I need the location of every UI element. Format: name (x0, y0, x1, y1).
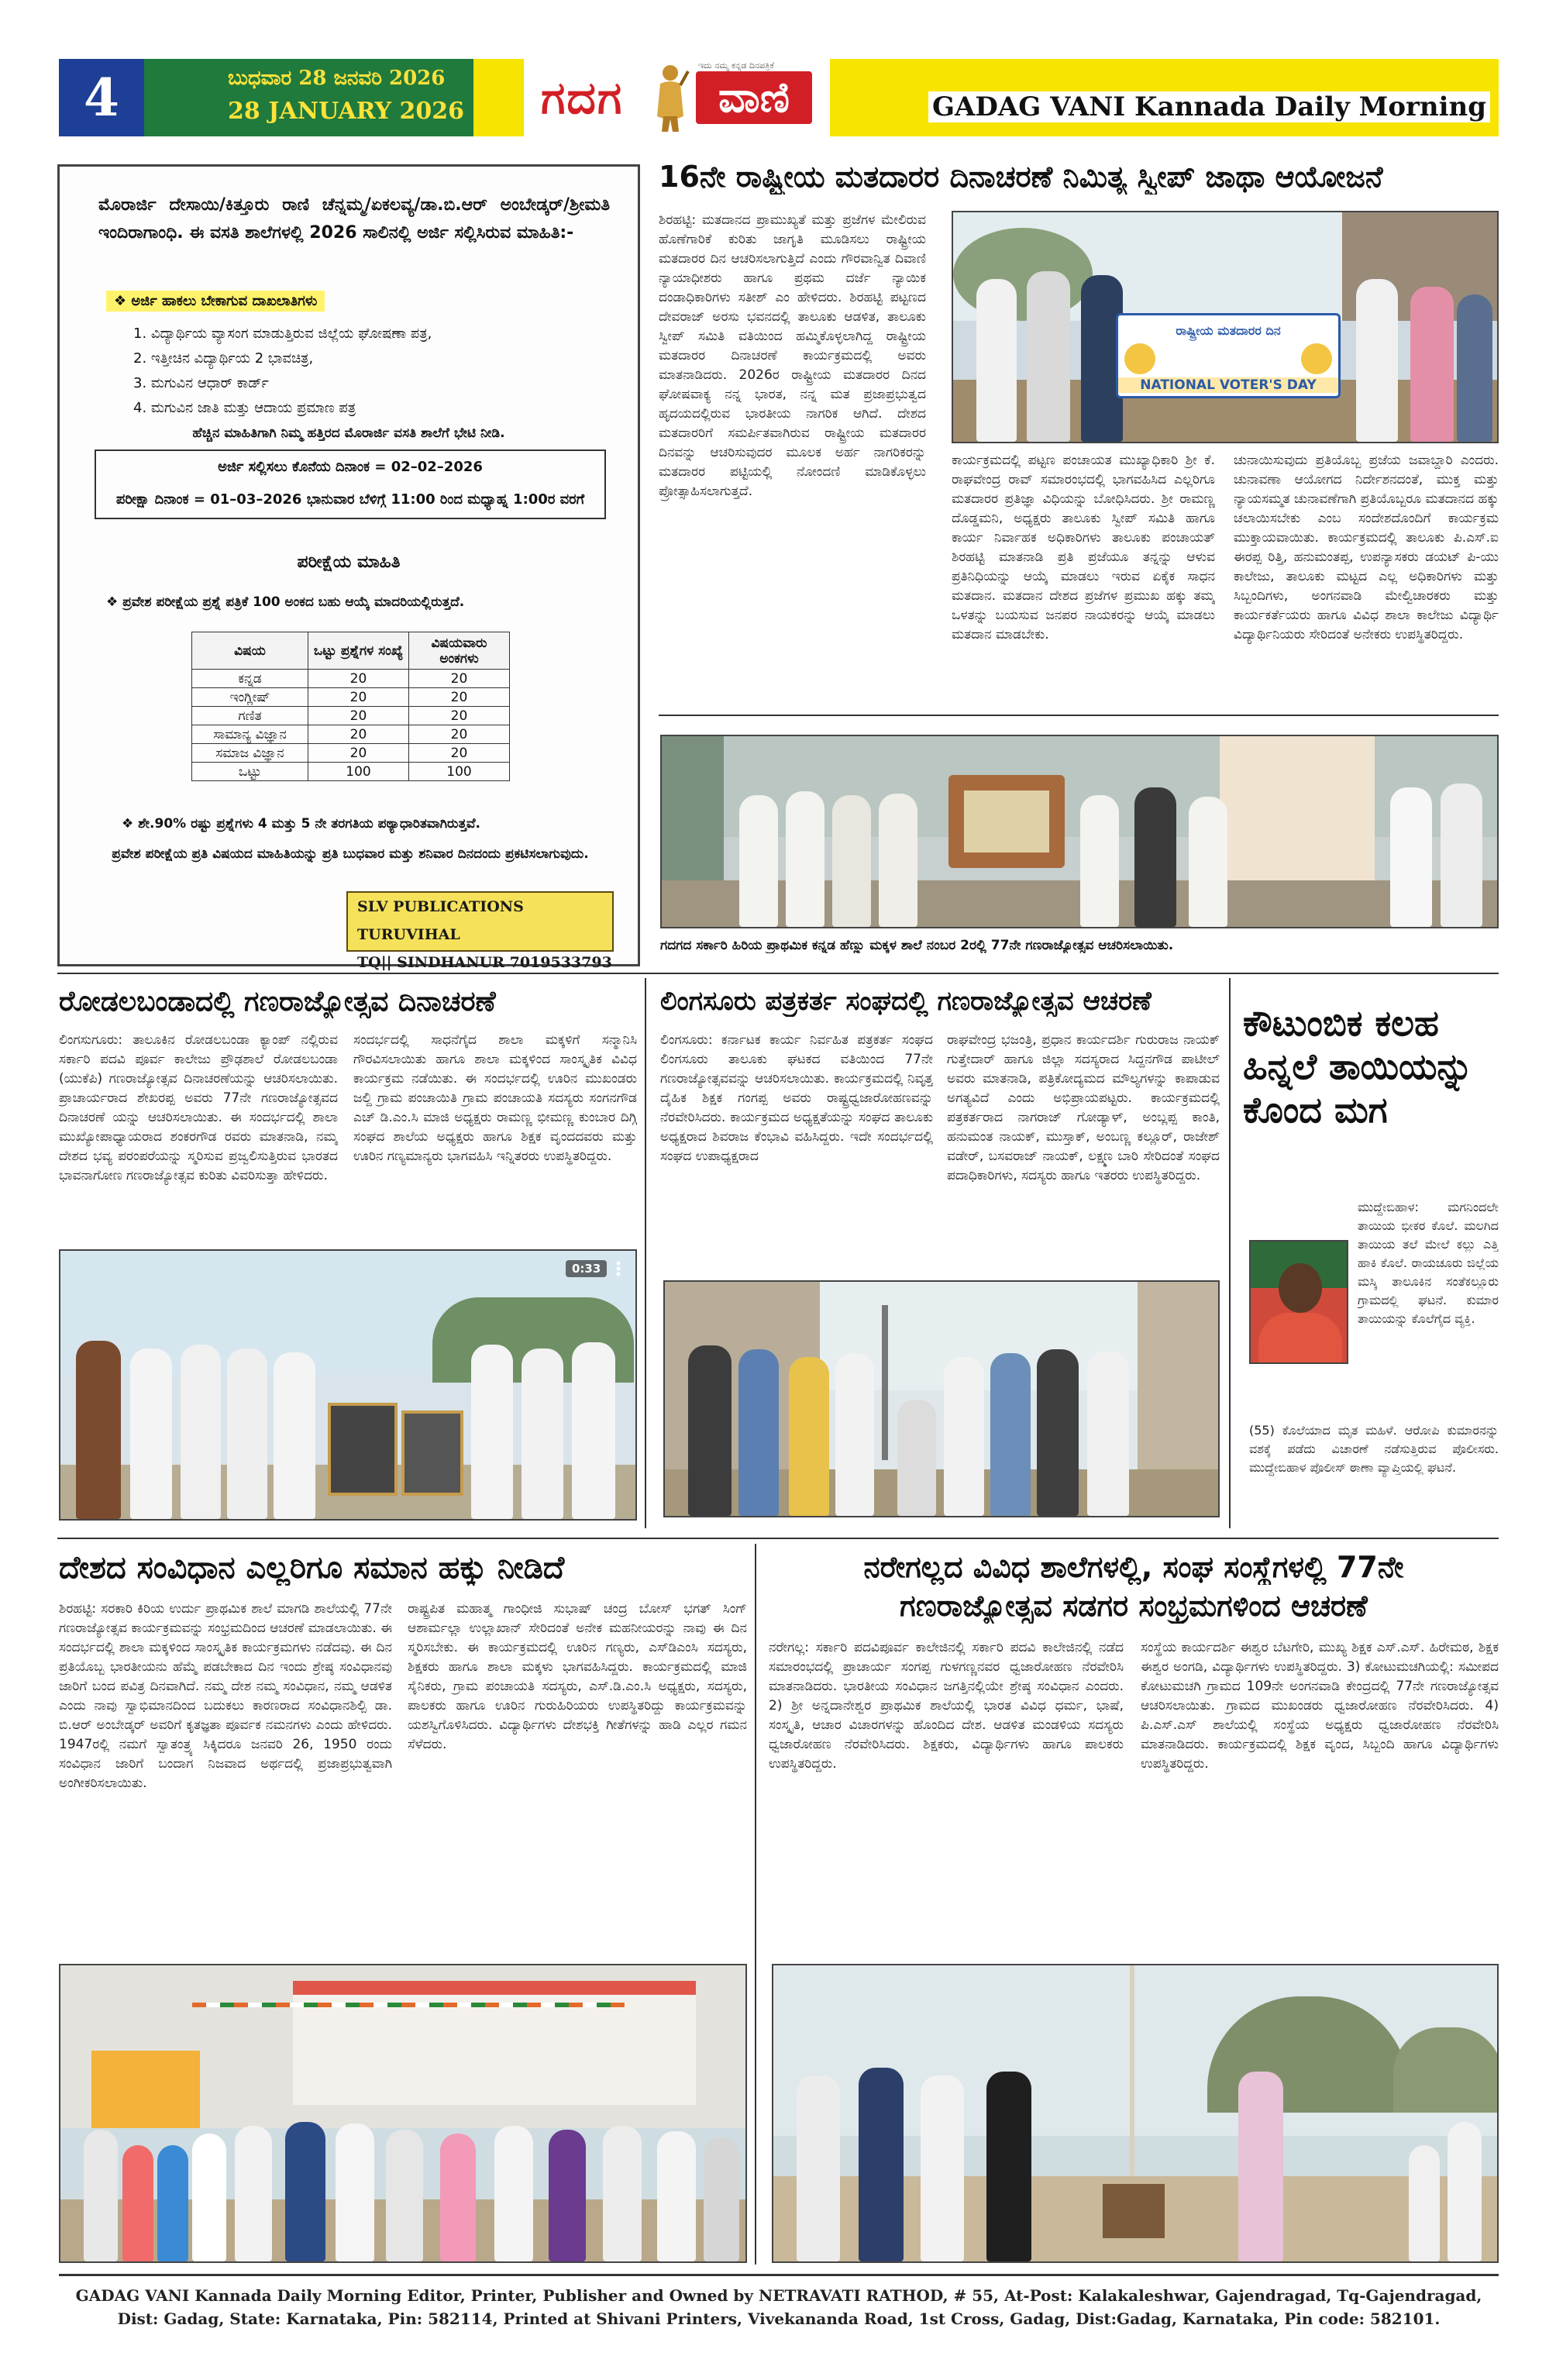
important-dates-frame (95, 449, 606, 519)
lingasugur-col2: ರಾಘವೇಂದ್ರ ಭಜಂತ್ರಿ, ಪ್ರಧಾನ ಕಾರ್ಯದರ್ಶಿ ಗುರುರಾಜ ನಾಯಕ್ ಗುತ್ತೇದಾರ್ ಹಾಗೂ ಜಿಲ್ಲಾ ಸದಸ್ಯರಾದ ಸಿದ್ದನಗೌಡ ಪಾಟೀಲ್ ಅವರು ಮಾತನಾಡಿ, ಪತ್ರಿಕೋದ್ಯಮದ ಮೌಲ್ಯಗಳನ್ನು ಕಾಪಾಡುವ ಅಗತ್ಯವಿದೆ ಎಂದು ಅಭಿಪ್ರಾಯಪಟ್ಟರು. ಕಾರ್ಯಕ್ರಮದಲ್ಲಿ ಪತ್ರಕರ್ತರಾದ ನಾಗರಾಜ್ ಗೋಡ್ಯಾಳ್, ಅಂಬ್ಲಪ್ಪ ಕಾಂತಿ, ಹನುಮಂತ ನಾಯಕ್, ಮುಸ್ತಾಕ್, ಅಂಬಣ್ಣ ಕಲ್ಲೂರ್, ರಾಜೇಶ್ ವಡೇರ್, ಬಸವರಾಜ್ ನಾಯಕ್, ಲಕ್ಷ್ಮಣ ಬಾರಿ ಸೇರಿದಂತೆ ಸಂಘದ ಪದಾಧಿಕಾರಿಗಳು, ಸದಸ್ಯರು ಹಾಗೂ ಇತರರು ಉಪಸ್ಥಿತರಿದ್ದರು. (947, 1032, 1220, 1183)
divider (755, 1544, 756, 2265)
table-cell: 20 (308, 688, 409, 707)
notice-intro: ಮೊರಾರ್ಜಿ ದೇಸಾಯಿ/ಕಿತ್ತೂರು ರಾಣಿ ಚೆನ್ನಮ್ಮ/ಏಕಲವ್ಯ/ಡಾ.ಬಿ.ಆರ್ ಅಂಬೇಡ್ಕರ್/ಶ್ರೀಮತಿ ಇಂದಿರಾಗಾಂಧಿ. ಈ ವಸತಿ ಶಾಲೆಗಳಲ್ಲಿ 2026 ಸಾಲಿನಲ್ಲಿ ಅರ್ಜಿ ಸಲ್ಲಿಸಿರುವ ಮಾಹಿತಿ:- (98, 195, 610, 243)
date-kannada: ಬುಧವಾರ 28 ಜನವರಿ 2026 (228, 67, 446, 90)
table-header: ವಿಷಯ (192, 632, 308, 670)
logo-figure-icon (649, 62, 691, 133)
table-cell: 20 (308, 744, 409, 763)
constitution-col2: ರಾಷ್ಟ್ರಪಿತ ಮಹಾತ್ಮ ಗಾಂಧೀಜಿ ಸುಭಾಷ್ ಚಂದ್ರ ಬೋಸ್ ಭಗತ್ ಸಿಂಗ್ ಆಶಾರ್ಮಲ್ಲಾ ಉಲ್ಲಾಖಾನ್ ಸೇರಿದಂತೆ ಅನೇಕ ಮಹನೀಯರನ್ನು ನಾವು ಈ ದಿನ ಸ್ಮರಿಸಬೇಕು. ಈ ಕಾರ್ಯಕ್ರಮದಲ್ಲಿ ಊರಿನ ಗಣ್ಯರು, ಎಸ್‌ಡಿಎಂಸಿ ಸದಸ್ಯರು, ಶಿಕ್ಷಕರು ಹಾಗೂ ಶಾಲಾ ಮಕ್ಕಳು ಭಾಗವಹಿಸಿದ್ದರು. ಕಾರ್ಯಕ್ರಮದಲ್ಲಿ ಮಾಜಿ ಸೈನಿಕರು, ಗ್ರಾಮ ಪಂಚಾಯತಿ ಸದಸ್ಯರು, ಎಸ್.ಡಿ.ಎಂ.ಸಿ ಅಧ್ಯಕ್ಷರು, ಸದಸ್ಯರು, ಪಾಲಕರು ಹಾಗೂ ಊರಿನ ಗುರುಹಿರಿಯರು ಉಪಸ್ಥಿತರಿದ್ದು ಕಾರ್ಯಕ್ರಮವನ್ನು ಯಶಸ್ವಿಗೊಳಿಸಿದರು. ವಿದ್ಯಾರ್ಥಿಗಳು ದೇಶಭಕ್ತಿ ಗೀತೆಗಳನ್ನು ಹಾಡಿ ಎಲ್ಲರ ಗಮನ ಸೆಳೆದರು. (408, 1601, 747, 1752)
constitution-headline: ದೇಶದ ಸಂವಿಧಾನ ಎಲ್ಲರಿಗೂ ಸಮಾನ ಹಕ್ಕು ನೀಡಿದೆ (59, 1550, 565, 1586)
requirements-list (133, 322, 432, 421)
family-crime-body-bottom: (55) ಕೊಲೆಯಾದ ಮೃತ ಮಹಿಳೆ. ಆರೋಪಿ ಕುಮಾರನನ್ನು ವಶಕ್ಕೆ ಪಡೆದು ವಿಚಾರಣೆ ನಡೆಸುತ್ತಿರುವ ಪೊಲೀಸರು. ಮುದ್ದೇಬಿಹಾಳ ಪೊಲೀಸ್ ಠಾಣಾ ವ್ಯಾಪ್ತಿಯಲ್ಲಿ ಘಟನೆ. (1249, 1423, 1499, 1475)
requirement-item: 2. ಇತ್ತೀಚಿನ ವಿದ್ಯಾರ್ಥಿಯ 2 ಭಾವಚಿತ್ರ, (133, 350, 314, 367)
rally-banner-text: NATIONAL VOTER'S DAY (1118, 377, 1338, 393)
divider (1229, 978, 1231, 1528)
masthead (59, 59, 1499, 136)
requirement-item: 1. ವಿದ್ಯಾರ್ಥಿಯ ವ್ಯಾಸಂಗ ಮಾಡುತ್ತಿರುವ ಜಿಲ್ಲೆಯ ಘೋಷಣಾ ಪತ್ರ, (133, 325, 432, 342)
table-cell: ಗಣಿತ (192, 707, 308, 725)
table-row (192, 707, 510, 725)
table-row (192, 725, 510, 744)
voters-rally-photo (952, 211, 1499, 443)
naregal-headline-line2: ಗಣರಾಜ್ಯೋತ್ಸವ ಸಡಗರ ಸಂಭ್ರಮಗಳಿಂದ ಆಚರಣೆ (900, 1589, 1368, 1623)
more-info-line: ಹೆಚ್ಚಿನ ಮಾಹಿತಿಗಾಗಿ ನಿಮ್ಮ ಹತ್ತಿರದ ಮೊರಾರ್ಜಿ ವಸತಿ ಶಾಲೆಗೆ ಭೇಟಿ ನೀಡಿ. (192, 425, 505, 441)
constitution-col1: ಶಿರಹಟ್ಟಿ: ಸರಕಾರಿ ಕಿರಿಯ ಉರ್ದು ಪ್ರಾಥಮಿಕ ಶಾಲೆ ಮಾಗಡಿ ಶಾಲೆಯಲ್ಲಿ 77ನೇ ಗಣರಾಜ್ಯೋತ್ಸವ ಕಾರ್ಯಕ್ರಮವನ್ನು ಸಂಭ್ರಮದಿಂದ ಆಚರಣೆ ಮಾಡಲಾಯಿತು. ಈ ಸಂದರ್ಭದಲ್ಲಿ ಶಾಲಾ ಮಕ್ಕಳಿಂದ ಸಾಂಸ್ಕೃತಿಕ ಕಾರ್ಯಕ್ರಮಗಳು ನಡೆದವು. ಈ ದಿನ ಪ್ರತಿಯೊಬ್ಬ ಭಾರತೀಯನು ಹೆಮ್ಮೆ ಪಡಬೇಕಾದ ದಿನ ಇಂದು ಶ್ರೇಷ್ಠ ಸಂವಿಧಾನವು ಜಾರಿಗೆ ಬಂದ ಪವಿತ್ರ ದಿನವಾಗಿದೆ. ನಮ್ಮ ದೇಶ ನಮ್ಮ ಸಂವಿಧಾನ, ನಮ್ಮ ಆಡಳಿತ ಎಂದು ನಾವು ಸ್ವಾಭಿಮಾನದಿಂದ ಬದುಕಲು ಕಾರಣರಾದ ಸಂವಿಧಾನಶಿಲ್ಪಿ ಡಾ. ಬಿ.ಆರ್ ಅಂಬೇಡ್ಕರ್ ಅವರಿಗೆ ಕೃತಜ್ಞತಾ ಪೂರ್ವಕ ನಮನಗಳು ಎಂದು ಹೇಳಿದರು. 1947ರಲ್ಲಿ ನಮಗೆ ಸ್ವಾತಂತ್ರ್ಯ ಸಿಕ್ಕಿದರೂ ಜನವರಿ 26, 1950 ರಂದು ಸಂವಿಧಾನ ಜಾರಿಗೆ ಬಂದಾಗ ನಿಜವಾದ ಅರ್ಥದಲ್ಲಿ ಪ್ರಜಾಪ್ರಭುತ್ವವಾಗಿ ಅಂಗೀಕರಿಸಲಾಯಿತು. (59, 1601, 392, 1791)
table-cell: ಸಾಮಾನ್ಯ ವಿಜ್ಞಾನ (192, 725, 308, 744)
notice-footer-note: ಪ್ರವೇಶ ಪರೀಕ್ಷೆಯ ಪ್ರತಿ ವಿಷಯದ ಮಾಹಿತಿಯನ್ನು ಪ್ರತಿ ಬುಧವಾರ ಮತ್ತು ಶನಿವಾರ ದಿನದಂದು ಪ್ರಕಟಿಸಲಾಗುವುದು. (112, 846, 589, 862)
naregal-col1: ನರೇಗಲ್ಲ: ಸರ್ಕಾರಿ ಪದವಿಪೂರ್ವ ಕಾಲೇಜಿನಲ್ಲಿ ಸರ್ಕಾರಿ ಪದವಿ ಕಾಲೇಜಿನಲ್ಲಿ ನಡೆದ ಸಮಾರಂಭದಲ್ಲಿ ಪ್ರಾಚಾರ್ಯ ಸಂಗಪ್ಪ ಗುಳಗಣ್ಣನವರ ಧ್ವಜಾರೋಹಣ ನೆರವೇರಿಸಿ ಮಾತನಾಡಿದರು. ಭಾರತೀಯ ಸಂವಿಧಾನ ಜಗತ್ತಿನಲ್ಲಿಯೇ ಶ್ರೇಷ್ಠ ಸಂವಿಧಾನ ಎಂದರು. 2) ಶ್ರೀ ಅನ್ನದಾನೇಶ್ವರ ಪ್ರಾಥಮಿಕ ಶಾಲೆಯಲ್ಲಿ ಭಾರತ ವಿವಿಧ ಧರ್ಮ, ಭಾಷೆ, ಸಂಸ್ಕೃತಿ, ಆಚಾರ ವಿಚಾರಗಳನ್ನು ಹೊಂದಿದ ದೇಶ. ಆಡಳಿತ ಮಂಡಳಿಯ ಸದಸ್ಯರು ಧ್ವಜಾರೋಹಣ ನೆರವೇರಿಸಿದರು. ಶಿಕ್ಷಕರು, ವಿದ್ಯಾರ್ಥಿಗಳು ಹಾಗೂ ಪಾಲಕರು ಉಪಸ್ಥಿತರಿದ್ದರು. (769, 1640, 1124, 1772)
logo-tagline: ಇದು ನಮ್ಮ ಕನ್ನಡ ದಿನಪತ್ರಿಕೆ (698, 60, 774, 71)
family-crime-headline: ಕೌಟುಂಬಿಕ ಕಲಹ ಹಿನ್ನಲೆ ತಾಯಿಯನ್ನು ಕೊಂದ ಮಗ (1243, 1002, 1473, 1131)
exam-date: ಪರೀಕ್ಷಾ ದಿನಾಂಕ = 01–03–2026 ಭಾನುವಾರ ಬೆಳಿಗ್ಗೆ 11:00 ರಿಂದ ಮಧ್ಯಾಹ್ನ 1:00ರ ವರಗೆ (115, 491, 585, 508)
voters-day-headline: 16ನೇ ರಾಷ್ಟ್ರೀಯ ಮತದಾರರ ದಿನಾಚರಣೆ ನಿಮಿತ್ಯ ಸ್ವೀಪ್ ಜಾಥಾ ಆಯೋಜನೆ (659, 160, 1383, 194)
naregal-flag-photo (772, 1964, 1499, 2263)
syllabus-note: ❖ ಶೇ.90% ರಷ್ಟು ಪ್ರಶ್ನೆಗಳು 4 ಮತ್ತು 5 ನೇ ತರಗತಿಯ ಪಠ್ಯಾಧಾರಿತವಾಗಿರುತ್ತವೆ. (122, 816, 480, 832)
last-date: ಅರ್ಜಿ ಸಲ್ಲಿಸಲು ಕೊನೆಯ ದಿನಾಂಕ = 02–02–2026 (218, 459, 483, 475)
table-cell: ಕನ್ನಡ (192, 670, 308, 688)
urdu-school-photo (59, 1964, 747, 2263)
table-cell: 20 (308, 707, 409, 725)
publisher-contact: TQ|| SINDHANUR 7019533793 (357, 954, 612, 971)
table-header-row (192, 632, 510, 670)
voters-day-col1: ಶಿರಹಟ್ಟಿ: ಮತದಾನದ ಪ್ರಾಮುಖ್ಯತೆ ಮತ್ತು ಪ್ರಜೆಗಳ ಮೇಲಿರುವ ಹೊಣೆಗಾರಿಕೆ ಕುರಿತು ಜಾಗೃತಿ ಮೂಡಿಸಲು ರಾಷ್ಟ್ರೀಯ ಮತದಾರರ ದಿನ ಆಚರಿಸಲಾಗುತ್ತಿದೆ ಎಂದು ಗೌರವಾನ್ವಿತ ದಿವಾಣಿ ನ್ಯಾಯಾಧೀಶರು ಹಾಗೂ ಪ್ರಥಮ ದರ್ಜೆ ನ್ಯಾಯಿಕ ದಂಡಾಧಿಕಾರಿಗಳು ಸತೀಶ್ ಎಂ ಹೇಳಿದರು. ಶಿರಹಟ್ಟಿ ಪಟ್ಟಣದ ದೇವರಾಜ್ ಅರಸು ಭವನದಲ್ಲಿ ತಾಲೂಕು ಆಡಳಿತ, ತಾಲೂಕು ಸ್ವೀಪ್ ಸಮಿತಿ ವತಿಯಿಂದ ಹಮ್ಮಿಕೊಳ್ಳಲಾಗಿದ್ದ ರಾಷ್ಟ್ರೀಯ ಮತದಾರರ ದಿನಾಚರಣೆ ಕಾರ್ಯಕ್ರಮದಲ್ಲಿ ಅವರು ಮಾತನಾಡಿದರು. 2026ರ ರಾಷ್ಟ್ರೀಯ ಮತದಾರರ ದಿನದ ಘೋಷವಾಕ್ಯ ನನ್ನ ಭಾರತ, ನನ್ನ ಮತ ಪ್ರಜಾಪ್ರಭುತ್ವದ ಹೃದಯದಲ್ಲಿರುವ ಭಾರತೀಯ ನಾಗರಿಕ ಆಗಿದೆ. ದೇಶದ ಮತದಾರರಿಗೆ ಸಮರ್ಪಿತವಾಗಿರುವ ರಾಷ್ಟ್ರೀಯ ಮತದಾರರ ದಿನವನ್ನು ಆಚರಿಸುವುದರ ಮೂಲಕ ಅರ್ಹ ನಾಗರಿಕರನ್ನು ಮತದಾರರ ಪಟ್ಟಿಯಲ್ಲಿ ನೋಂದಣಿ ಮಾಡಿಕೊಳ್ಳಲು ಪ್ರೋತ್ಸಾಹಿಸಲಾಗುತ್ತದೆ. (659, 212, 926, 499)
divider (659, 715, 1499, 716)
divider (57, 973, 1499, 974)
logo-text-gadag: ಗದಗ (541, 71, 624, 124)
logo-text-vani: ವಾಣಿ (696, 71, 812, 124)
table-cell: 20 (308, 725, 409, 744)
page-number: 4 (59, 59, 144, 136)
exam-info-title: ಪರೀಕ್ಷೆಯ ಮಾಹಿತಿ (297, 553, 401, 572)
table-cell: 20 (409, 725, 510, 744)
rodalabanda-headline: ರೋಡಲಬಂಡಾದಲ್ಲಿ ಗಣರಾಜ್ಯೋತ್ಸವ ದಿನಾಚರಣೆ (59, 986, 496, 1018)
table-cell: 20 (409, 744, 510, 763)
paper-name: GADAG VANI Kannada Daily Morning (928, 91, 1490, 122)
date-english: 28 JANUARY 2026 (228, 98, 464, 125)
rally-banner (1116, 313, 1341, 398)
imprint-footer: GADAG VANI Kannada Daily Morning Editor, Printer, Publisher and Owned by NETRAVATI RATHOD, # 55, At-Post: Kalakaleshwar, Gajendragad, Tq-Gajendragad, Dist: Gadag, State: Karnataka, Pin: 582114, Printed at Shivani Printers, Vivekananda Road, 1st Cross, Gadag, Dist:Gadag, Karnataka, Pin code: 582101. (59, 2274, 1499, 2359)
table-cell: 100 (308, 763, 409, 781)
newspaper-logo (524, 59, 830, 136)
victim-portrait-photo (1249, 1240, 1348, 1364)
table-cell: 100 (409, 763, 510, 781)
lingasugur-col1: ಲಿಂಗಸೂರು: ಕರ್ನಾಟಕ ಕಾರ್ಯ ನಿರ್ವಹಿತ ಪತ್ರಕರ್ತ ಸಂಘದ ಲಿಂಗಸೂರು ತಾಲೂಕು ಘಟಕದ ವತಿಯಿಂದ 77ನೇ ಗಣರಾಜ್ಯೋತ್ಸವವನ್ನು ಆಚರಿಸಲಾಯಿತು. ಕಾರ್ಯಕ್ರಮದಲ್ಲಿ ನಿವೃತ್ತ ದೈಹಿಕ ಶಿಕ್ಷಕ ಗಂಗಪ್ಪ ಅವರು ರಾಷ್ಟ್ರಧ್ವಜಾರೋಹಣವನ್ನು ನೆರವೇರಿಸಿದರು. ಕಾರ್ಯಕ್ರಮದ ಅಧ್ಯಕ್ಷತೆಯನ್ನು ಸಂಘದ ತಾಲೂಕು ಅಧ್ಯಕ್ಷರಾದ ಶಿವರಾಜ ಕೆಂಭಾವಿ ವಹಿಸಿದ್ದರು. ಇದೇ ಸಂದರ್ಭದಲ್ಲಿ ಸಂಘದ ಉಪಾಧ್ಯಕ್ಷರಾದ (660, 1032, 933, 1164)
admission-notice-box (57, 164, 640, 971)
family-crime-body-right: ಮುದ್ದೇಬಿಹಾಳ: ಮಗನಿಂದಲೇ ತಾಯಿಯ ಭೀಕರ ಕೊಲೆ. ಮಲಗಿದ ತಾಯಿಯ ತಲೆ ಮೇಲೆ ಕಲ್ಲು ಎತ್ತಿ ಹಾಕಿ ಕೊಲೆ. ರಾಯಚೂರು ಜಿಲ್ಲೆಯ ಮಸ್ಕಿ ತಾಲೂಕಿನ ಸಂತೆಕಲ್ಲೂರು ಗ್ರಾಮದಲ್ಲಿ ಘಟನೆ. ಕುಮಾರ ತಾಯಿಯನ್ನು ಕೊಲೆಗೈದ ವ್ಯಕ್ತಿ. (1358, 1200, 1499, 1326)
girls-school-caption: ಗದಗದ ಸರ್ಕಾರಿ ಹಿರಿಯ ಪ್ರಾಥಮಿಕ ಕನ್ನಡ ಹೆಣ್ಣು ಮಕ್ಕಳ ಶಾಲೆ ನಂಬರ 2ರಲ್ಲಿ 77ನೇ ಗಣರಾಜ್ಯೋತ್ಸವ ಆಚರಿಸಲಾಯಿತು. (660, 938, 1174, 953)
requirements-title: ❖ ಅರ್ಜಿ ಹಾಕಲು ಬೇಕಾಗುವ ದಾಖಲಾತಿಗಳು (106, 291, 325, 312)
table-header: ಒಟ್ಟು ಪ್ರಶ್ನೆಗಳ ಸಂಖ್ಯೆ (308, 632, 409, 670)
naregal-col2: ಸಂಸ್ಥೆಯ ಕಾರ್ಯದರ್ಶಿ ಈಶ್ವರ ಬೆಟಗೇರಿ, ಮುಖ್ಯ ಶಿಕ್ಷಕ ಎಸ್.ಎಸ್. ಹಿರೇಮಠ, ಶಿಕ್ಷಕ ಈಶ್ವರ ಅಂಗಡಿ, ವಿದ್ಯಾರ್ಥಿಗಳು ಉಪಸ್ಥಿತರಿದ್ದರು. 3) ಕೋಟುಮಚಗಿಯಲ್ಲಿ: ಸಮೀಪದ ಕೋಟುಮಚಗಿ ಗ್ರಾಮದ 109ನೇ ಅಂಗನವಾಡಿ ಕೇಂದ್ರದಲ್ಲಿ 77ನೇ ಗಣರಾಜ್ಯೋತ್ಸವ ಆಚರಿಸಲಾಯಿತು. ಗ್ರಾಮದ ಮುಖಂಡರು ಧ್ವಜಾರೋಹಣ ನೆರವೇರಿಸಿದರು. 4) ಪಿ.ಎಸ್.ಎಸ್ ಶಾಲೆಯಲ್ಲಿ ಸಂಸ್ಥೆಯ ಅಧ್ಯಕ್ಷರು ಧ್ವಜಾರೋಹಣ ನೆರವೇರಿಸಿ ಮಾತನಾಡಿದರು. ಕಾರ್ಯಕ್ರಮದಲ್ಲಿ ಶಿಕ್ಷಕ ವೃಂದ, ಸಿಬ್ಬಂದಿ ಹಾಗೂ ವಿದ್ಯಾರ್ಥಿಗಳು ಉಪಸ್ಥಿತರಿದ್ದರು. (1141, 1640, 1499, 1772)
rodalabanda-col2: ಸಂದರ್ಭದಲ್ಲಿ ಸಾಧನೆಗೈದ ಶಾಲಾ ಮಕ್ಕಳಿಗೆ ಸನ್ಮಾನಿಸಿ ಗೌರವಿಸಲಾಯಿತು ಹಾಗೂ ಶಾಲಾ ಮಕ್ಕಳಿಂದ ಸಾಂಸ್ಕೃತಿಕ ವಿವಿಧ ಕಾರ್ಯಕ್ರಮ ನಡೆಯಿತು. ಈ ಸಂದರ್ಭದಲ್ಲಿ ಊರಿನ ಮುಖಂಡರು ಜಲ್ದಿ ಗ್ರಾಮ ಪಂಚಾಯಿತಿ ಗ್ರಾಮ ಪಂಚಾಯತಿ ಸದಸ್ಯರು ಸಂಗನಗೌಡ ಎಚ್ ಡಿ.ಎಂ.ಸಿ ಮಾಜಿ ಅಧ್ಯಕ್ಷರು ರಾಮಣ್ಣ ಭೀಮಣ್ಣ ಕುಂಬಾರ ದಿಗ್ಗಿ ಸಂಘದ ಶಾಲೆಯ ಅಧ್ಯಕ್ಷರು ಹಾಗೂ ಶಿಕ್ಷಕ ವೃಂದದವರು ಮತ್ತು ಊರಿನ ಗಣ್ಯಮಾನ್ಯರು ಭಾಗವಹಿಸಿ ಇನ್ನಿತರರು ಉಪಸ್ಥಿತರಿದ್ದರು. (353, 1032, 637, 1164)
divider (57, 1538, 1499, 1539)
lingasugur-headline: ಲಿಂಗಸೂರು ಪತ್ರಕರ್ತ ಸಂಘದಲ್ಲಿ ಗಣರಾಜ್ಯೋತ್ಸವ ಆಚರಣೆ (660, 986, 1152, 1017)
voters-day-col2: ಕಾರ್ಯಕ್ರಮದಲ್ಲಿ ಪಟ್ಟಣ ಪಂಚಾಯತ ಮುಖ್ಯಾಧಿಕಾರಿ ಶ್ರೀ ಕೆ. ರಾಘವೇಂದ್ರ ರಾವ್ ಸಮಾರಂಭದಲ್ಲಿ ಭಾಗವಹಿಸಿದ ಎಲ್ಲರಿಗೂ ಮತದಾರರ ಪ್ರತಿಜ್ಞಾ ವಿಧಿಯನ್ನು ಬೋಧಿಸಿದರು. ಶ್ರೀ ರಾಮಣ್ಣ ದೊಡ್ಡಮನಿ, ಅಧ್ಯಕ್ಷರು ತಾಲೂಕು ಸ್ವೀಪ್ ಸಮಿತಿ ಹಾಗೂ ಕಾರ್ಯ ನಿರ್ವಾಹಕ ಅಧಿಕಾರಿಗಳು ತಾಲೂಕು ಪಂಚಾಯತ್ ಶಿರಹಟ್ಟಿ ಮಾತನಾಡಿ ಪ್ರತಿ ಪ್ರಜೆಯೂ ತನ್ನನ್ನು ಆಳುವ ಪ್ರತಿನಿಧಿಯನ್ನು ಆಯ್ಕೆ ಮಾಡಲು ಇರುವ ಏಕೈಕ ಸಾಧನ ಮತದಾನ. ಮತದಾನ ದೇಶದ ಪ್ರಜೆಗಳ ಪ್ರಮುಖ ಹಕ್ಕು ತಮ್ಮ ಒಳತನ್ನು ಬಯಸುವ ಜನಪರ ನಾಯಕರನ್ನು ಆಯ್ಕೆ ಮಾಡಲು ಮತದಾನ ಮಾಡಬೇಕು. (952, 453, 1215, 642)
table-cell: 20 (409, 670, 510, 688)
rodalabanda-col1: ಲಿಂಗಸುಗೂರು: ತಾಲೂಕಿನ ರೋಡಲಬಂಡಾ ಕ್ಯಾಂಪ್ ನಲ್ಲಿರುವ ಸರ್ಕಾರಿ ಪದವಿ ಪೂರ್ವ ಕಾಲೇಜು ಪ್ರೌಢಶಾಲೆ ರೋಡಲಬಂಡಾ (ಯುಕೆಪಿ) ಗಣರಾಜ್ಯೋತ್ಸವ ದಿನಾಚರಣೆಯನ್ನು ಆಚರಿಸಲಾಯಿತು. ಪ್ರಾಚಾರ್ಯರಾದ ಶೇಖರಪ್ಪ ಅವರು 77ನೇ ಗಣರಾಜ್ಯೋತ್ಸವದ ದಿನಾಚರಣೆ ಯನ್ನು ಆಚರಿಸಲಾಯಿತು. ಈ ಸಂದರ್ಭದಲ್ಲಿ ಶಾಲಾ ಮುಖ್ಯೋಪಾಧ್ಯಾಯರಾದ ಶಂಕರಗೌಡ ರವರು ಮಾತನಾಡಿ, ನಮ್ಮ ದೇಶದ ಭವ್ಯ ಪರಂಪರೆಯನ್ನು ಸ್ಮರಿಸುವ ಪ್ರಜ್ವಲಿಸುತ್ತಿರುವ ಭಾರತದ ಭಾವನಾಗೋಣ ಗಣರಾಜ್ಯೋತ್ಸವ ಕುರಿತು ವಿವರಿಸುತ್ತಾ ಹೇಳಿದರು. (59, 1032, 338, 1183)
naregal-headline-line1: ನರೇಗಲ್ಲದ ವಿವಿಧ ಶಾಲೆಗಳಲ್ಲಿ, ಸಂಘ ಸಂಸ್ಥೆಗಳಲ್ಲಿ 77ನೇ (863, 1550, 1404, 1584)
table-cell: 20 (308, 670, 409, 688)
table-header: ವಿಷಯವಾರು ಅಂಕಗಳು (409, 632, 510, 670)
video-menu-icon[interactable] (609, 1260, 628, 1277)
publisher-name: SLV PUBLICATIONS TURUVIHAL (357, 898, 524, 943)
table-cell: 20 (409, 688, 510, 707)
publisher-box (346, 891, 614, 971)
rally-banner-title: ರಾಷ್ಟ್ರೀಯ ಮತದಾರರ ದಿನ (1176, 323, 1281, 338)
table-row (192, 688, 510, 707)
table-cell: ಸಮಾಜ ವಿಜ್ಞಾನ (192, 744, 308, 763)
voters-day-col3: ಚುನಾಯಿಸುವುದು ಪ್ರತಿಯೊಬ್ಬ ಪ್ರಜೆಯ ಜವಾಬ್ದಾರಿ ಎಂದರು. ಚುನಾವಣಾ ಆಯೋಗದ ನಿರ್ದೇಶನದಂತೆ, ಮುಕ್ತ ಮತ್ತು ನ್ಯಾಯಸಮ್ಮತ ಚುನಾವಣೆಗಾಗಿ ಪ್ರತಿಯೊಬ್ಬರೂ ಮತದಾನದ ಹಕ್ಕು ಚಲಾಯಿಸಬೇಕು ಎಂಬ ಸಂದೇಶದೊಂದಿಗೆ ಕಾರ್ಯಕ್ರಮ ಮುಕ್ತಾಯವಾಯಿತು. ಕಾರ್ಯಕ್ರಮದಲ್ಲಿ ತಾಲೂಕು ಪಿ.ಎಸ್.ಐ ಈರಪ್ಪ ರಿತ್ತಿ, ಹನುಮಂತಪ್ಪ, ಉಪನ್ಯಾಸಕರು ಡಯಟ್ ಪಿ-ಯು ಕಾಲೇಜು, ತಾಲೂಕು ಮಟ್ಟದ ಎಲ್ಲ ಅಧಿಕಾರಿಗಳು ಮತ್ತು ಸಿಬ್ಬಂದಿಗಳು, ಅಂಗನವಾಡಿ ಮೇಲ್ವಿಚಾರಕರು ಮತ್ತು ಕಾರ್ಯಕರ್ತೆಯರು ಹಾಗೂ ವಿವಿಧ ಶಾಲಾ ಕಾಲೇಜು ವಿದ್ಯಾರ್ಥಿ ವಿದ್ಯಾರ್ಥಿನಿಯರು ಸೇರಿದಂತೆ ಅನೇಕರು ಉಪಸ್ಥಿತರಿದ್ದರು. (1234, 453, 1499, 642)
table-cell: ಇಂಗ್ಲೀಷ್ (192, 688, 308, 707)
divider (645, 978, 646, 1528)
table-cell: ಒಟ್ಟು (192, 763, 308, 781)
requirement-item: 3. ಮಗುವಿನ ಆಧಾರ್ ಕಾರ್ಡ್ (133, 375, 269, 391)
table-row (192, 763, 510, 781)
date-box (144, 59, 473, 136)
exam-info-line: ❖ ಪ್ರವೇಶ ಪರೀಕ್ಷೆಯ ಪ್ರಶ್ನೆ ಪತ್ರಿಕೆ 100 ಅಂಕದ ಬಹು ಆಯ್ಕೆ ಮಾದರಿಯಲ್ಲಿರುತ್ತದೆ. (106, 594, 465, 610)
table-cell: 20 (409, 707, 510, 725)
requirement-item: 4. ಮಗುವಿನ ಜಾತಿ ಮತ್ತು ಆದಾಯ ಪ್ರಮಾಣ ಪತ್ರ (133, 400, 356, 416)
exam-marks-table (191, 632, 510, 781)
table-row (192, 670, 510, 688)
girls-school-photo (660, 735, 1499, 928)
table-row (192, 744, 510, 763)
lingasugur-photo (663, 1280, 1220, 1517)
video-timestamp: 0:33 (566, 1260, 607, 1277)
rodalabanda-video-photo[interactable] (59, 1249, 637, 1521)
